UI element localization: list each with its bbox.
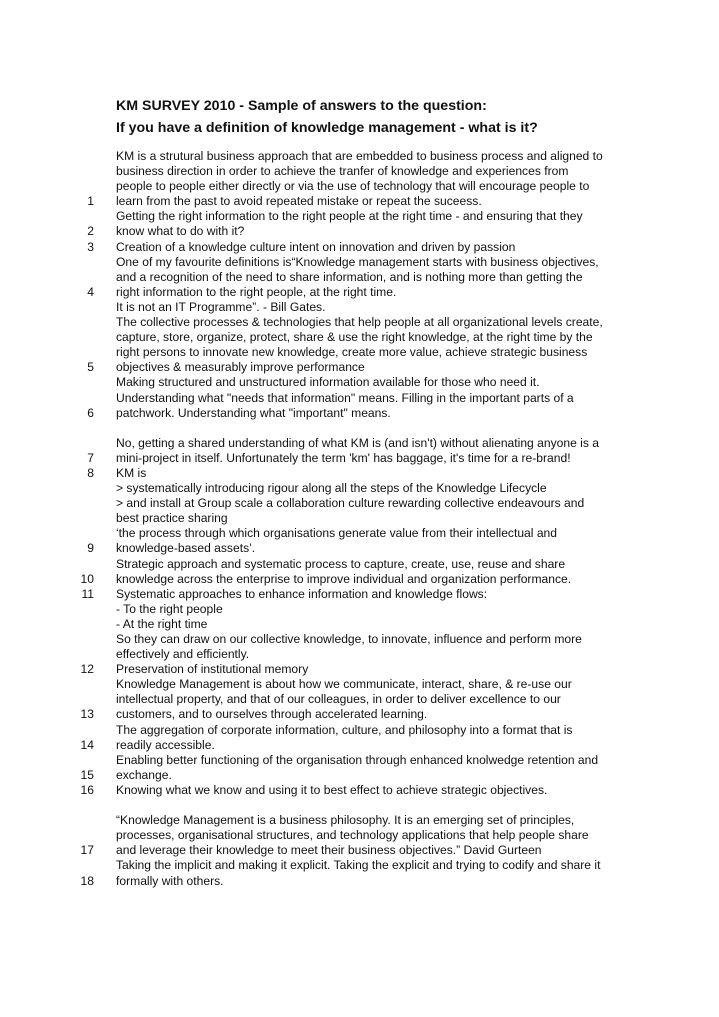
answer-number: 5: [87, 360, 94, 375]
answer-number: 1: [87, 194, 94, 209]
answer-entry: [0, 481, 719, 526]
answer-text: [116, 858, 716, 888]
answer-entry: [0, 300, 719, 315]
answer-text-line: and a recognition of the need to share information, and is nothing more than getting the: [116, 269, 583, 284]
answer-text-line: - To the right people: [116, 601, 223, 616]
answer-entry: [0, 149, 719, 209]
answer-entry: [0, 526, 719, 556]
answer-text: [116, 677, 716, 722]
answer-number: 4: [87, 284, 94, 299]
answer-text: [116, 300, 716, 315]
title-line-1: KM SURVEY 2010 - Sample of answers to the question:: [116, 98, 487, 114]
answer-text-line: Systematic approaches to enhance information and knowledge flows:: [116, 586, 488, 601]
answer-entry: [0, 662, 719, 677]
answer-text-line: > systematically introducing rigour along all the steps of the Knowledge Lifecycle: [116, 481, 547, 496]
answer-number: 16: [80, 782, 94, 797]
title-line-2: If you have a definition of knowledge management - what is it?: [116, 120, 538, 136]
answer-text: [116, 526, 716, 556]
answer-entry: [0, 209, 719, 239]
answer-entry: [0, 240, 719, 255]
answer-text-line: people to people either directly or via the use of technology that will encourage people to: [116, 179, 590, 194]
answer-number: 3: [87, 239, 94, 254]
answer-number: 8: [87, 465, 94, 480]
answer-entry: [0, 255, 719, 300]
answer-text-line: Enabling better functioning of the organisation through enhanced knolwedge retention and: [116, 752, 599, 767]
answer-text: [116, 723, 716, 753]
answer-text: [116, 209, 716, 239]
answer-number: 15: [80, 767, 94, 782]
answer-text-line: - At the right time: [116, 616, 208, 631]
answer-text-line: Knowing what we know and using it to best effect to achieve strategic objectives.: [116, 782, 548, 797]
answer-text-line: Understanding what "needs that information" means. Filling in the important parts of a: [116, 390, 574, 405]
answer-text-line: best practice sharing: [116, 511, 228, 526]
answer-text-line: The aggregation of corporate information, culture, and philosophy into a format that is: [116, 722, 573, 737]
answer-text-line: Knowledge Management is about how we communicate, interact, share, & re-use our: [116, 677, 572, 692]
answer-text: [116, 255, 716, 300]
answer-text-line: Preservation of institutional memory: [116, 662, 309, 677]
answer-text-line: One of my favourite definitions is“Knowledge management starts with business objectives,: [116, 254, 599, 269]
answer-number: 11: [81, 586, 94, 601]
answer-entry: [0, 602, 719, 662]
answer-entry: [0, 783, 719, 798]
answer-text: [116, 481, 716, 526]
answer-number: 18: [80, 873, 94, 888]
answer-text-line: business direction in order to achieve the tranfer of knowledge and experiences from: [116, 164, 569, 179]
answer-text-line: Making structured and unstructured information available for those who need it.: [116, 375, 540, 390]
answer-text: [116, 557, 716, 587]
answer-number: 13: [80, 707, 94, 722]
answer-text-line: learn from the past to avoid repeated mistake or repeat the suceess.: [116, 194, 482, 209]
answer-entry: [0, 315, 719, 375]
answer-entry: [0, 753, 719, 783]
answer-text-line: formally with others.: [116, 873, 224, 888]
answer-text-line: processes, organisational structures, and technology applications that help people share: [116, 828, 589, 843]
answer-entry: [0, 677, 719, 722]
answer-text-line: It is not an IT Programme”. - Bill Gates.: [116, 299, 326, 314]
answer-text-line: > and install at Group scale a collaboration culture rewarding collective endeavours and: [116, 496, 585, 511]
answer-text-line: The collective processes & technologies that help people at all organizational levels create,: [116, 315, 603, 330]
answer-number: 6: [87, 405, 94, 420]
answer-text-line: readily accessible.: [116, 737, 215, 752]
answer-number: 12: [80, 662, 94, 677]
answer-text-line: know what to do with it?: [116, 224, 245, 239]
answer-text-line: So they can draw on our collective knowledge, to innovate, influence and perform more: [116, 632, 582, 646]
document-title: [116, 95, 696, 139]
answer-entry: [0, 587, 719, 602]
answer-text-line: mini-project in itself. Unfortunately the term 'km' has baggage, it's time for a re-brand!: [116, 450, 571, 465]
answer-text-line: knowledge-based assets’.: [116, 541, 256, 556]
answer-text: [116, 149, 716, 209]
answer-text-line: knowledge across the enterprise to improve individual and organization performance.: [116, 571, 572, 586]
answer-entry: [0, 436, 719, 466]
answer-number: 7: [87, 450, 94, 465]
answer-text: [116, 240, 716, 255]
answer-text-line: No, getting a shared understanding of what KM is (and isn't) without alienating anyone is a: [116, 435, 599, 450]
answer-text-line: exchange.: [116, 767, 172, 782]
answer-text-line: customers, and to ourselves through accelerated learning.: [116, 707, 428, 722]
answer-text: [116, 753, 716, 783]
answer-text: [116, 662, 716, 677]
answer-entry: [0, 557, 719, 587]
answer-text: [116, 813, 716, 858]
answer-number: 2: [87, 224, 94, 239]
answer-text-line: and leverage their knowledge to meet their business objectives.” David Gurteen: [116, 843, 542, 858]
answer-text-line: right persons to innovate new knowledge, create more value, achieve strategic business: [116, 345, 588, 360]
answer-number: 10: [80, 571, 94, 586]
answer-entry: [0, 375, 719, 420]
answer-text-line: “Knowledge Management is a business philosophy. It is an emerging set of principles,: [116, 813, 575, 828]
answer-number: 14: [80, 737, 94, 752]
answer-text-line: objectives & measurably improve performance: [116, 360, 365, 375]
answer-entry: [0, 858, 719, 888]
answer-text-line: Strategic approach and systematic process to capture, create, use, reuse and share: [116, 556, 566, 571]
answer-text-line: KM is: [116, 465, 147, 480]
answer-text-line: right information to the right people, at the right time.: [116, 284, 397, 299]
answer-number: 9: [87, 541, 94, 556]
answer-text-line: Taking the implicit and making it explicit. Taking the explicit and trying to codify and share it: [116, 858, 601, 873]
answer-text-line: intellectual property, and that of our colleagues, in order to deliver excellence to our: [116, 692, 561, 707]
answer-text-line: Creation of a knowledge culture intent on innovation and driven by passion: [116, 239, 516, 254]
answer-entry: [0, 813, 719, 858]
answer-entry: [0, 723, 719, 753]
answer-text: [116, 436, 716, 466]
answer-text-line: ‘the process through which organisations generate value from their intellectual and: [116, 526, 558, 541]
answer-entry: [0, 466, 719, 481]
answer-text: [116, 783, 716, 798]
answer-text: [116, 466, 716, 481]
answer-text-line: patchwork. Understanding what "important" means.: [116, 405, 391, 420]
answers-list: [0, 149, 719, 889]
answer-text: [116, 587, 716, 602]
answer-text: [116, 375, 716, 420]
answer-text-line: capture, store, organize, protect, share & use the right knowledge, at the right time by the: [116, 330, 593, 345]
answer-number: 17: [80, 843, 94, 858]
answer-text-line: Getting the right information to the right people at the right time - and ensuring that they: [116, 209, 583, 224]
answer-text-line: KM is a strutural business approach that are embedded to business process and aligned to: [116, 149, 603, 163]
answer-text: [116, 315, 716, 375]
answer-text: [116, 602, 716, 662]
answer-text-line: effectively and efficiently.: [116, 647, 250, 662]
